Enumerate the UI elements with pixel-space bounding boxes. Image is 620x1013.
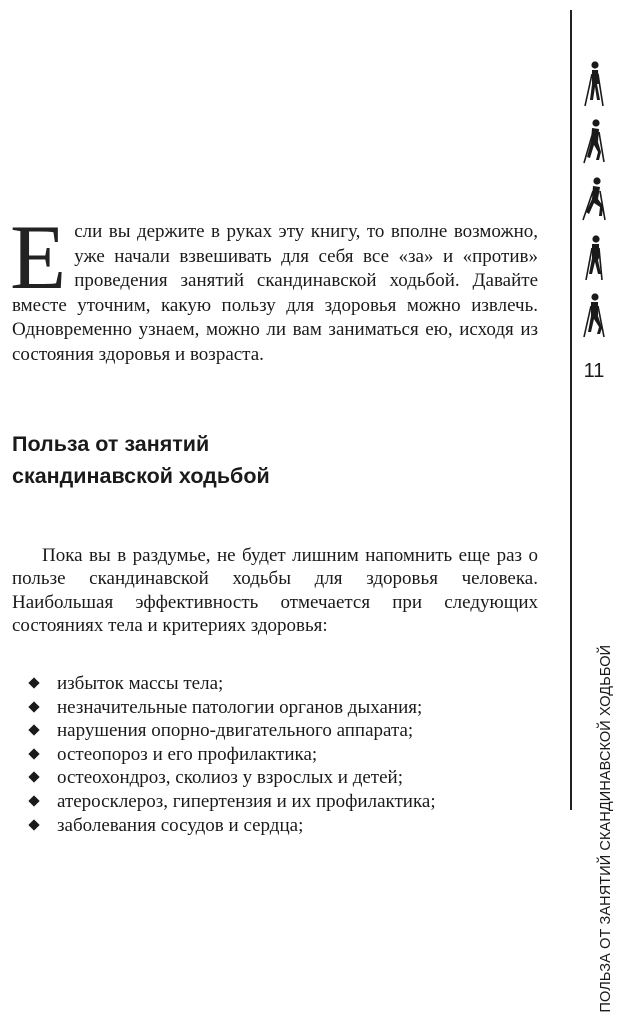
- section-heading: [12, 428, 538, 492]
- margin-divider: [570, 10, 572, 810]
- list-item: [12, 790, 538, 814]
- heading-line-2: скандинавской ходьбой: [12, 463, 270, 488]
- nordic-walker-icon: [581, 176, 607, 224]
- list-item-text: нарушения опорно-двигательного аппарата;: [57, 720, 414, 742]
- list-item: [12, 814, 538, 838]
- list-item-text: заболевания сосудов и сердца;: [57, 814, 304, 836]
- running-head: [588, 420, 614, 1013]
- body-paragraph: Пока вы в раздумье, не будет лишним напомнить еще раз о пользе скандинавской ходьбы для здоровья человека. Наибольшая эффективность отмечается при следующих состояниях тела и критериях здоровья:: [12, 544, 538, 637]
- list-item: [12, 696, 538, 720]
- nordic-walker-icon: [581, 60, 607, 108]
- list-item: [12, 743, 538, 767]
- diamond-bullet-icon: [28, 795, 39, 806]
- drop-cap: Е: [10, 206, 67, 308]
- list-item: [12, 672, 538, 696]
- diamond-bullet-icon: [28, 724, 39, 735]
- list-item: [12, 719, 538, 743]
- diamond-bullet-icon: [28, 772, 39, 783]
- nordic-walker-icon: [581, 234, 607, 282]
- intro-paragraph: [10, 206, 538, 368]
- nordic-walker-icon: [581, 292, 607, 340]
- list-item: [12, 766, 538, 790]
- list-item-text: незначительные патологии органов дыхания;: [57, 696, 423, 718]
- list-item-text: избыток массы тела;: [57, 672, 224, 694]
- walker-figures: [578, 60, 610, 350]
- running-head-text: ПОЛЬЗА ОТ ЗАНЯТИЙ СКАНДИНАВСКОЙ ХОДЬБОЙ: [598, 644, 614, 1013]
- list-item-text: остеохондроз, сколиоз у взрослых и детей;: [57, 767, 403, 789]
- main-text: [10, 206, 538, 837]
- list-item-text: остеопороз и его профилактика;: [57, 743, 318, 765]
- conditions-list: [12, 672, 538, 837]
- intro-text: сли вы держите в руках эту книгу, то вполне возможно, уже начали взвешивать для себя все «за» и «против» проведения занятий скандинавской ходьбой. Давайте вместе уточним, какую пользу для здоровья можно извлечь. Одновременно узнаем, можно ли вам заниматься ею, исходя из состояния здоровья и возраста.: [12, 221, 538, 365]
- diamond-bullet-icon: [28, 701, 39, 712]
- page-number: 11: [583, 360, 605, 382]
- heading-line-1: Польза от занятий: [12, 431, 210, 456]
- diamond-bullet-icon: [28, 677, 39, 688]
- list-item-text: атеросклероз, гипертензия и их профилактика;: [57, 790, 436, 812]
- diamond-bullet-icon: [28, 748, 39, 759]
- diamond-bullet-icon: [28, 819, 39, 830]
- nordic-walker-icon: [581, 118, 607, 166]
